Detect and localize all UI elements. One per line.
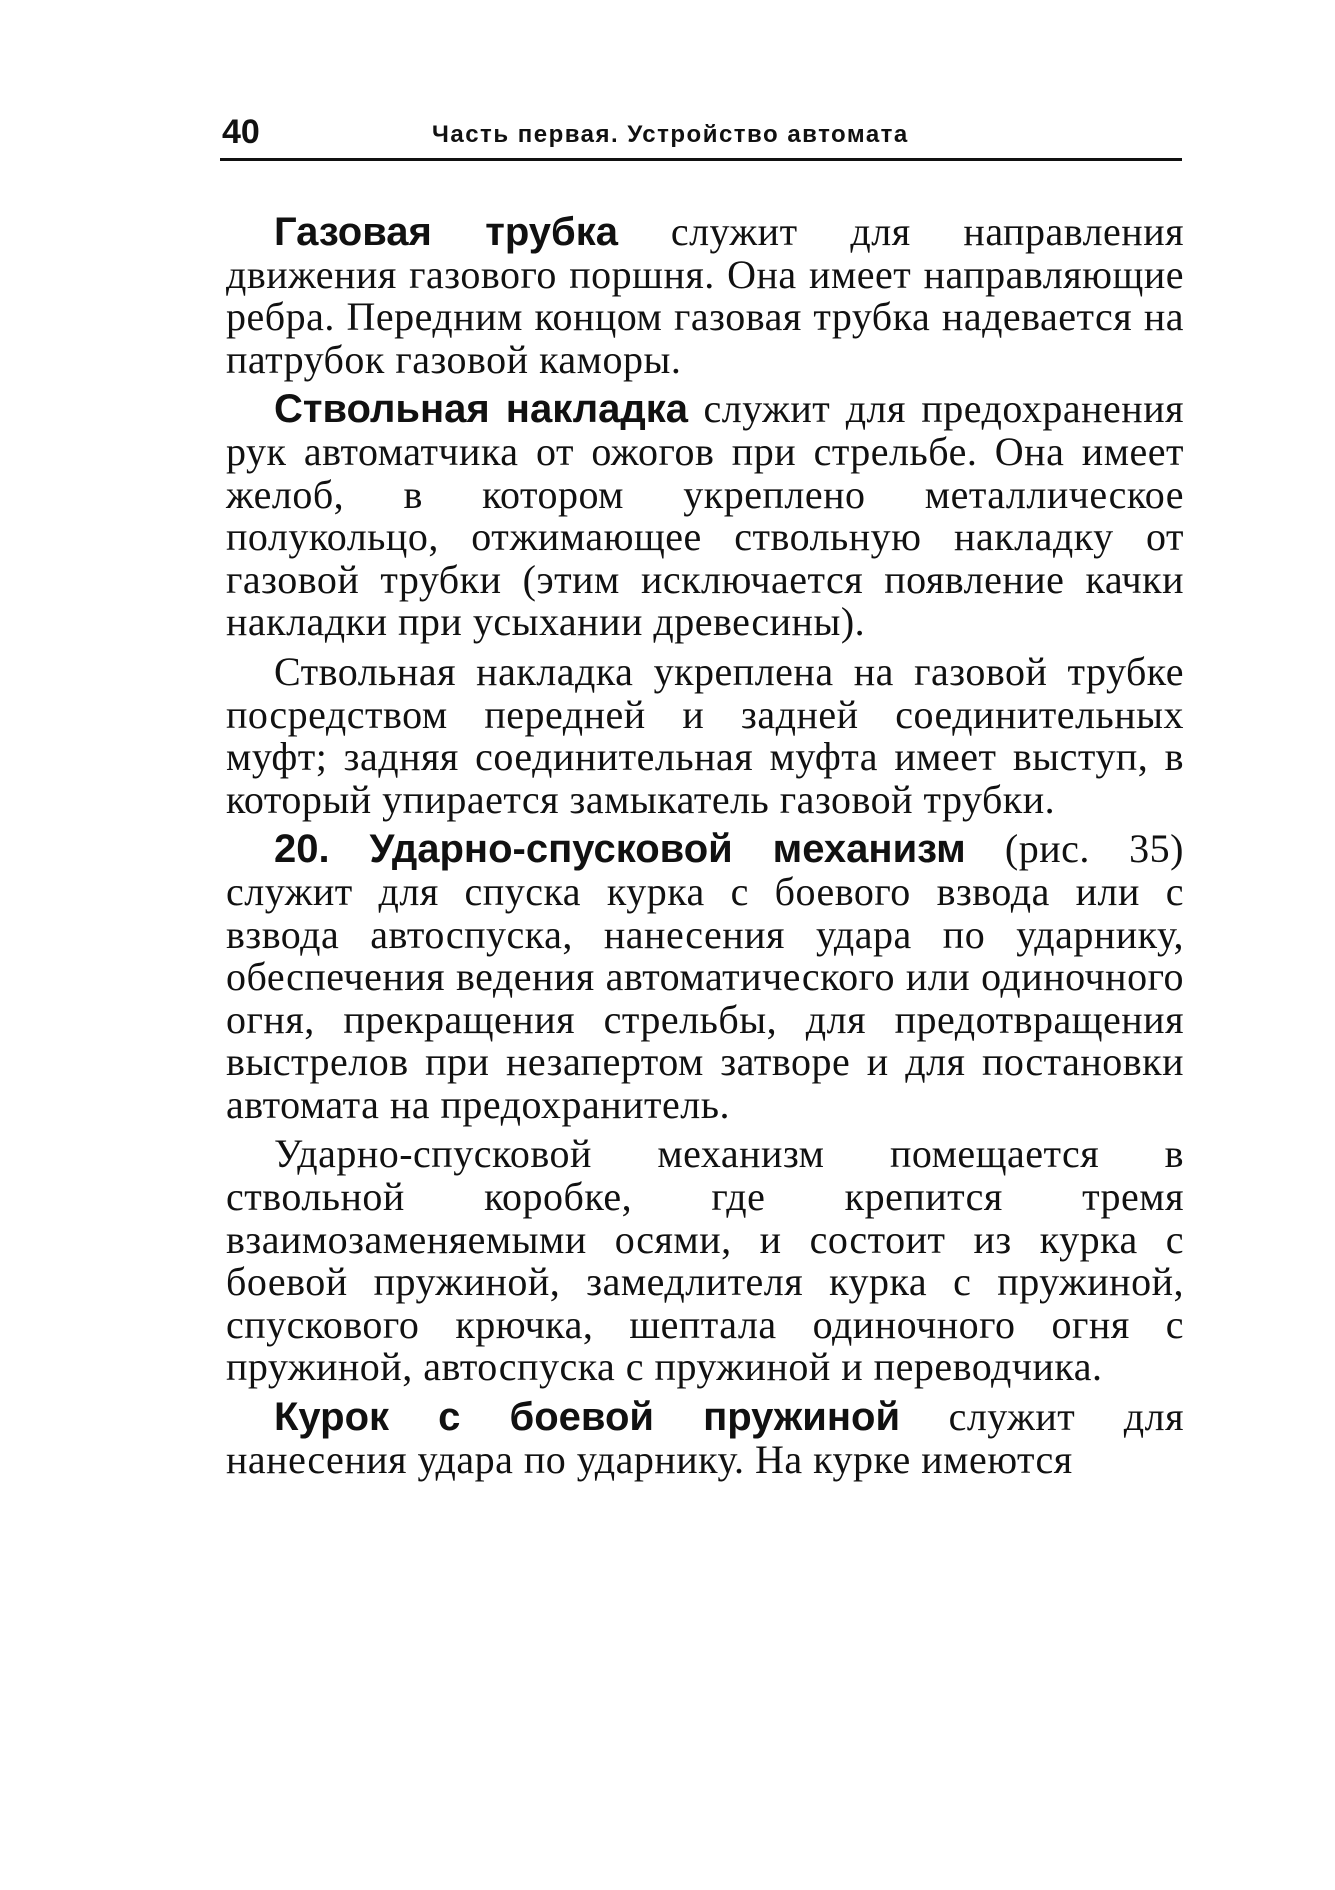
paragraph-barrel-cover [226,388,1184,644]
term-barrel-cover: Ствольная накладка [274,387,689,432]
paragraph-text: служит для предохранения рук автоматчика от ожогов при стрельбе. Она имеет желоб, в котором укреплено металлическое полукольцо, отжимающее ствольную накладку от газовой трубки (этим исключается появление качки накладки при усыхании древесины). [226,386,1184,645]
paragraph-trigger-mechanism [226,828,1184,1126]
term-hammer: Курок с боевой пружиной [274,1395,901,1440]
body-text [226,211,1184,1488]
page-number: 40 [222,113,260,151]
paragraph-text: (рис. 35) служит для спуска курка с боевого взвода или с взвода автоспуска, нанесения удара по ударнику, обеспечения ведения автоматического или одиночного огня, прекращения стрельбы, для предотвращения выстрелов при незапертом затворе и для постановки автомата на предохранитель. [226,826,1184,1127]
paragraph-text: Ствольная накладка укреплена на газовой трубке посредством передней и задней соединительных муфт; задняя соединительная муфта имеет выступ, в который упирается замыкатель газовой трубки. [226,648,1184,822]
paragraph-barrel-cover-mounting [226,648,1184,822]
term-gas-tube: Газовая трубка [274,210,619,254]
page-header [222,112,1182,162]
header-rule [220,158,1182,161]
paragraph-hammer [226,1396,1184,1481]
paragraph-text: служит для направления движения газового поршня. Она имеет направляющие ребра. Передним концом газовая трубка надевается на патрубок газовой каморы. [226,209,1184,382]
paragraph-text: Ударно-спусковой механизм помещается в ствольной коробке, где крепится тремя взаимозаменяемыми осями, и состоит из курка с боевой пружиной, замедлителя курка с пружиной, спускового крючка, шептала одиночного огня с пружиной, автоспуска с пружиной и переводчика. [226,1131,1184,1390]
section-heading-trigger-mechanism: 20. Ударно-спусковой механизм [274,827,966,872]
paragraph-gas-tube [226,211,1184,381]
paragraph-text: служит для нанесения удара по ударнику. На курке имеются [226,1394,1185,1482]
paragraph-trigger-mechanism-parts [226,1133,1184,1389]
running-title: Часть первая. Устройство автомата [432,121,909,148]
